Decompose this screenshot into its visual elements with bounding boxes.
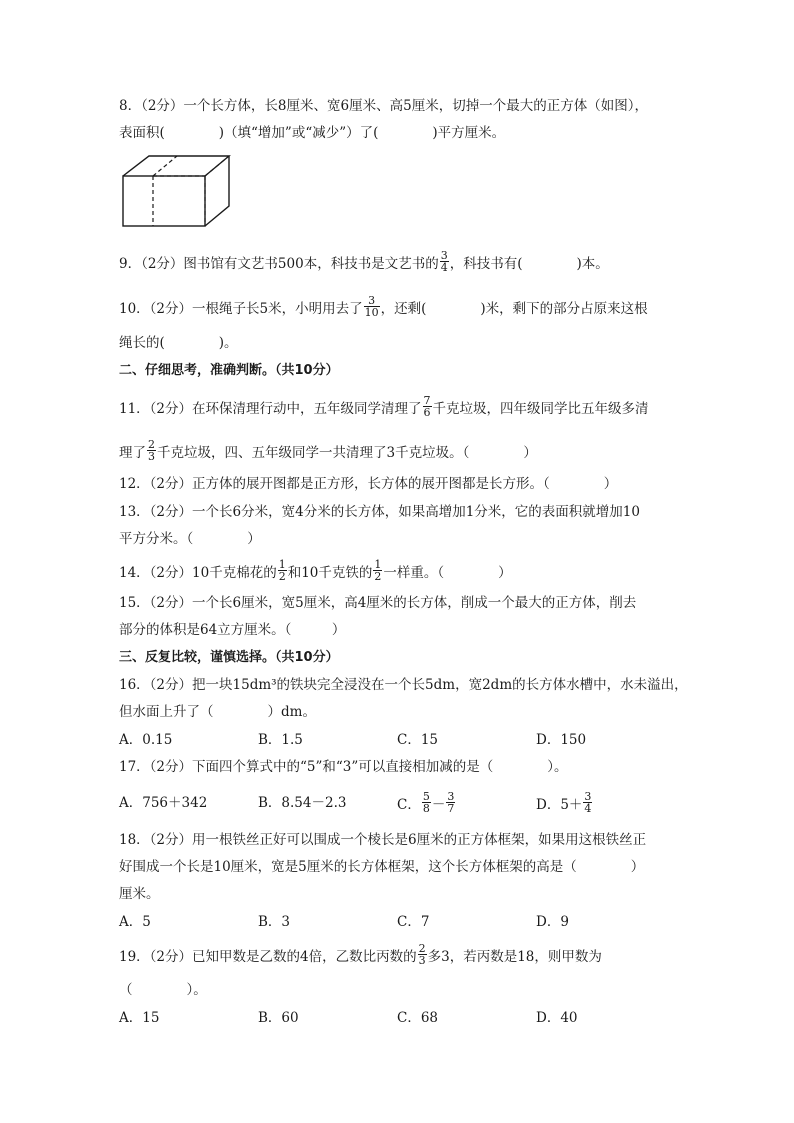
q18-line2: 好围成一个长是10厘米，宽是5厘米的长方体框架，这个长方体框架的高是（ ） <box>119 859 645 875</box>
q17-option-d <box>536 790 593 817</box>
q17-option-a: A．756＋342 <box>119 795 208 811</box>
q16-line2: 但水面上升了（ ）dm。 <box>119 704 316 720</box>
q12-text: 12．（2分）正方体的展开图都是正方形，长方体的展开图都是长方形。（ ） <box>119 476 618 492</box>
q16-option-a: A．0.15 <box>119 732 173 748</box>
q15-line2: 部分的体积是64立方厘米。（ ） <box>119 622 346 638</box>
q19-option-a: A．15 <box>119 1010 160 1026</box>
q17-option-d-label: D．5＋ <box>536 797 583 813</box>
q18-option-d: D．9 <box>536 914 569 930</box>
q9-pre: 9．（2分）图书馆有文艺书500本，科技书是文艺书的 <box>119 256 439 272</box>
q19-pre: 19．（2分）已知甲数是乙数的4倍，乙数比丙数的 <box>119 949 417 965</box>
q13-line2: 平方分米。（ ） <box>119 531 261 547</box>
q11-fraction2-num: 2 <box>148 438 155 451</box>
q9-post: ，科技书有( )本。 <box>449 256 609 272</box>
q15-line1: 15．（2分）一个长6厘米，宽5厘米，高4厘米的长方体，削成一个最大的正方体，削去 <box>119 595 637 611</box>
q16-option-c: C．15 <box>397 732 439 748</box>
q14-mid: 和10千克铁的 <box>287 565 373 581</box>
q17-option-c-op: － <box>431 797 446 813</box>
q18-line3: 厘米。 <box>119 886 160 902</box>
q11-fraction1-den: 6 <box>423 406 431 419</box>
q19-option-d: D．40 <box>536 1010 578 1026</box>
q10-fraction <box>364 295 380 318</box>
q17-c-fraction2-den: 7 <box>447 802 455 815</box>
section-3-heading: 三、反复比较，谨慎选择。（共10分） <box>119 650 339 665</box>
q16-option-d: D．150 <box>536 732 587 748</box>
q18-option-c: C．7 <box>397 914 430 930</box>
q14-fraction2 <box>373 559 382 582</box>
q17-c-fraction1-den: 8 <box>422 802 430 815</box>
q17-option-c-fraction2 <box>446 791 455 814</box>
q17-option-c-fraction1 <box>422 791 431 814</box>
q17-option-c-label: C． <box>397 797 421 813</box>
q17-line1: 17．（2分）下面四个算式中的“5”和“3”可以直接相加减的是（ ）。 <box>119 759 568 775</box>
q11-post2: 千克垃圾，四、五年级同学一共清理了3千克垃圾。（ ） <box>157 445 537 461</box>
section-2-heading: 二、仔细思考，准确判断。（共10分） <box>119 363 339 378</box>
q14-pre: 14．（2分）10千克棉花的 <box>119 565 277 581</box>
q11-fraction2 <box>147 439 156 462</box>
q17-c-fraction1-num: 5 <box>422 790 430 803</box>
q17-c-fraction2-num: 3 <box>447 790 455 803</box>
q17-option-c <box>397 790 456 817</box>
q9-text <box>119 249 609 276</box>
q16-option-b: B．1.5 <box>258 732 303 748</box>
q16-line1: 16．（2分）把一块15dm³的铁块完全浸没在一个长5dm，宽2dm的长方体水槽中，水未溢出， <box>119 677 688 693</box>
q14-fraction2-num: 1 <box>374 558 382 571</box>
q9-fraction-den: 4 <box>440 261 448 274</box>
cuboid-with-cube-cut-figure <box>119 150 234 230</box>
q11-line1 <box>119 394 649 421</box>
q11-line2 <box>119 438 537 465</box>
q19-fraction-num: 2 <box>418 942 426 955</box>
q8-line2: 表面积( )（填“增加”或“减少”）了( )平方厘米。 <box>119 125 506 141</box>
q19-post: 多3，若丙数是18，则甲数为 <box>427 949 602 965</box>
q18-option-a: A．5 <box>119 914 151 930</box>
q18-option-b: B．3 <box>258 914 291 930</box>
q19-fraction-den: 3 <box>418 954 426 967</box>
q10-fraction-num: 3 <box>368 294 376 307</box>
q17-d-fraction-den: 4 <box>584 802 592 815</box>
q14-fraction1-num: 1 <box>278 558 286 571</box>
q18-line1: 18．（2分）用一根铁丝正好可以围成一个棱长是6厘米的正方体框架，如果用这根铁丝正 <box>119 832 647 848</box>
q14-post: 一样重。（ ） <box>383 565 512 581</box>
q9-fraction <box>440 250 449 273</box>
q17-option-d-fraction <box>583 791 592 814</box>
q8-line1: 8．（2分）一个长方体，长8厘米、宽6厘米、高5厘米，切掉一个最大的正方体（如图）， <box>119 98 648 114</box>
q17-option-b: B．8.54－2.3 <box>258 795 347 811</box>
q14-fraction1-den: 2 <box>278 570 286 583</box>
q11-pre2: 理了 <box>119 445 146 461</box>
q17-d-fraction-num: 3 <box>584 790 592 803</box>
q10-pre: 10．（2分）一根绳子长5米，小明用去了 <box>119 301 363 317</box>
q19-line1 <box>119 942 602 969</box>
q9-fraction-num: 3 <box>440 249 448 262</box>
q10-post: ，还剩( )米，剩下的部分占原来这根 <box>380 301 648 317</box>
q19-fraction <box>418 943 427 966</box>
q14-fraction1 <box>278 559 287 582</box>
q10-fraction-den: 10 <box>364 306 379 319</box>
q11-fraction1-num: 7 <box>423 394 431 407</box>
q14-text <box>119 558 512 585</box>
q19-option-b: B．60 <box>258 1010 299 1026</box>
q13-line1: 13．（2分）一个长6分米，宽4分米的长方体，如果高增加1分米，它的表面积就增加10 <box>119 504 640 520</box>
q19-line2: （ ）。 <box>119 982 207 998</box>
q10-line2: 绳长的( )。 <box>119 335 238 351</box>
q11-pre: 11．（2分）在环保清理行动中，五年级同学清理了 <box>119 401 422 417</box>
q14-fraction2-den: 2 <box>374 570 382 583</box>
q11-post1: 千克垃圾，四年级同学比五年级多清 <box>432 401 649 417</box>
q11-fraction1 <box>423 395 432 418</box>
q11-fraction2-den: 3 <box>148 450 155 463</box>
q19-option-c: C．68 <box>397 1010 439 1026</box>
q10-line1 <box>119 294 648 321</box>
